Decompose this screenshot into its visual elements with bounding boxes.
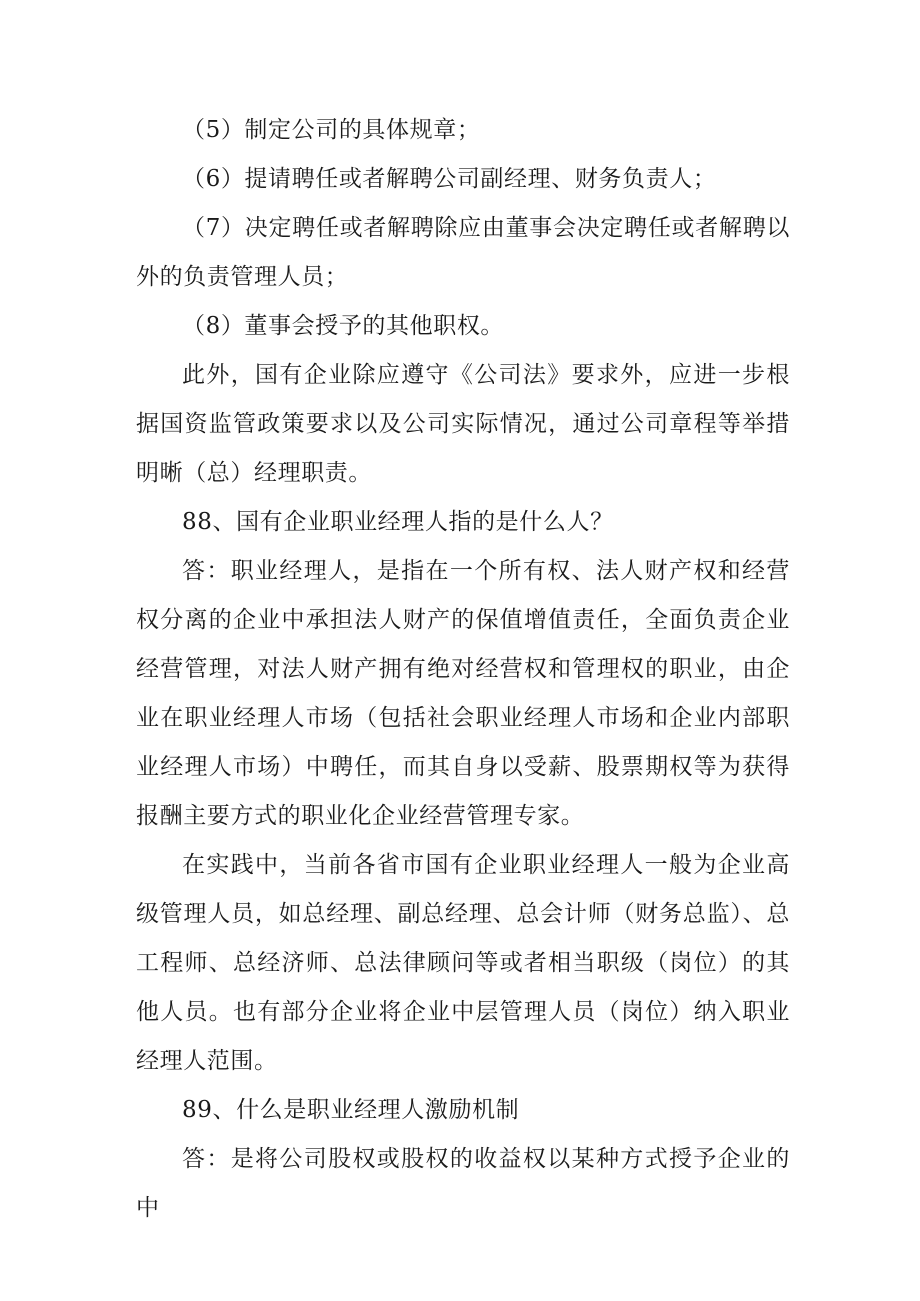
document-body: [136, 106, 790, 1233]
answer-88: 答：职业经理人，是指在一个所有权、法人财产权和经营权分离的企业中承担法人财产的保值增值责任，全面负责企业经营管理，对法人财产拥有绝对经营权和管理权的职业，由企业在职业经理人市场（包括社会职业经理人市场和企业内部职业经理人市场）中聘任，而其自身以受薪、股票期权等为获得报酬主要方式的职业化企业经营管理专家。: [136, 558, 790, 829]
question-89: 89、什么是职业经理人激励机制: [182, 1097, 520, 1123]
body-paragraph-practice: 在实践中，当前各省市国有企业职业经理人一般为企业高级管理人员，如总经理、副总经理、总会计师（财务总监）、总工程师、总经济师、总法律顾问等或者相当职级（岗位）的其他人员。也有部分企业将企业中层管理人员（岗位）纳入职业经理人范围。: [136, 852, 790, 1074]
list-item-6: （6）提请聘任或者解聘公司副经理、财务负责人；: [182, 166, 717, 192]
list-item-5: （5）制定公司的具体规章；: [182, 117, 481, 143]
list-item-8: （8）董事会授予的其他职权。: [182, 313, 505, 339]
body-paragraph-state-owned-duties: 此外，国有企业除应遵守《公司法》要求外，应进一步根据国资监管政策要求以及公司实际情况，通过公司章程等举措明晰（总）经理职责。: [136, 362, 790, 486]
list-item-7: （7）决定聘任或者解聘除应由董事会决定聘任或者解聘以外的负责管理人员；: [136, 215, 790, 290]
answer-89: 答：是将公司股权或股权的收益权以某种方式授予企业的中: [136, 1146, 790, 1221]
question-88: 88、国有企业职业经理人指的是什么人？: [182, 509, 614, 535]
